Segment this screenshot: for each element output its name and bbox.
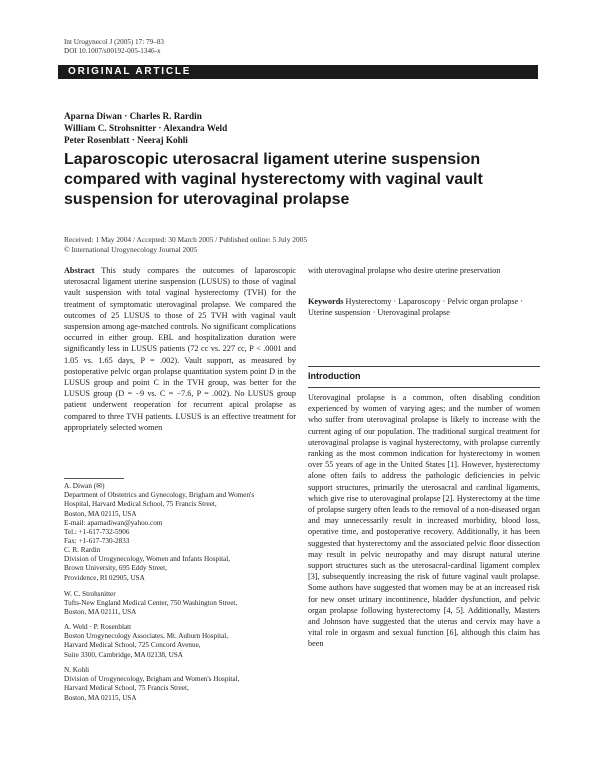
- author-list: [64, 110, 227, 146]
- affiliation: [64, 666, 296, 703]
- author-line: Peter Rosenblatt · Neeraj Kohli: [64, 135, 188, 145]
- affiliation: [64, 482, 296, 546]
- affiliation: [64, 546, 296, 583]
- affiliation-line: Providence, RI 02905, USA: [64, 573, 145, 582]
- affiliation-line: Harvard Medical School, 75 Francis Street,: [64, 684, 189, 693]
- affiliation: [64, 623, 296, 660]
- affiliation-name: A. Diwan (✉): [64, 482, 105, 490]
- affiliation-line: Suite 3300, Cambridge, MA 02138, USA: [64, 650, 183, 659]
- received-line: Received: 1 May 2004 / Accepted: 30 March 2005 / Published online: 5 July 2005: [64, 235, 308, 244]
- journal-citation: Int Urogynecol J (2005) 17: 79–83: [64, 38, 165, 46]
- affiliation-name: A. Weld · P. Rosenblatt: [64, 623, 132, 631]
- author-line: William C. Strohsnitter · Alexandra Weld: [64, 123, 228, 133]
- section-banner-label: ORIGINAL ARTICLE: [68, 66, 192, 77]
- doi: DOI 10.1007/s00192-005-1346-x: [64, 47, 161, 55]
- affiliation-line: Boston, MA 02115, USA: [64, 509, 137, 518]
- abstract-continuation: with uterovaginal prolapse who desire uterine preservation: [308, 266, 501, 275]
- abstract-label: Abstract: [64, 266, 95, 275]
- introduction-text: Uterovaginal prolapse is a common, often disabling condition experienced by women of varying ages; and the number of women who suffer from uterovaginal prolapse is likely to increase with the current aging of our population. The traditional surgical treatment for uterovaginal prolapse is vaginal hysterectomy, with prolapse currently ranking as the most common indication for hysterectomy in women over 55 years of age in the United States [1]. However, hysterectomy alone often fails to address the pathologic deficiencies in pelvic support structures, primarily the uterosacral and cardinal ligaments, which give rise to uterovaginal prolapse [2]. Hysterectomy at the time of prolapse surgery often leads to the removal of a non-diseased organ and may unnecessarily result in increased morbidity, blood loss, operative time, and postoperative recovery. Additionally, it has been suggested that hysterectomy and the associated pelvic floor dissection may result in pelvic neuropathy and may disrupt natural uterine support structures such as the uterosacral-cardinal ligament complex [3], subsequently increasing the risk of future vaginal vault prolapse. Some authors have suggested that women may be at an increased risk for new onset urinary incontinence, bladder dysfunction, and pelvic organ prolapse following hysterectomy [4, 5]. Additionally, Masters and Johnson have suggested that the uterus and cervix may have a vital role in orgasm and sexual function [6], although this claim has been: [308, 393, 540, 649]
- affiliation-line: Brown University, 695 Eddy Street,: [64, 564, 167, 573]
- affiliation-line: Tufts-New England Medical Center, 750 Washington Street,: [64, 599, 238, 608]
- affiliation-fax: Fax: +1-617-730-2833: [64, 537, 130, 546]
- section-banner: [58, 65, 538, 79]
- affiliation: [64, 590, 296, 618]
- affiliation-name: W. C. Strohsnitter: [64, 590, 116, 598]
- abstract: [64, 265, 296, 433]
- affiliation-line: Boston Urogynecology Associates, Mt. Auburn Hospital,: [64, 632, 229, 641]
- footnote-rule: [64, 478, 124, 479]
- affiliation-line: Harvard Medical School, 725 Concord Avenue,: [64, 641, 201, 650]
- copyright-line: © International Urogynecology Journal 2005: [64, 244, 198, 254]
- affiliation-line: Division of Urogynecology, Brigham and Women's Hospital,: [64, 675, 240, 684]
- introduction-heading-box: [308, 366, 540, 388]
- abstract-text: This study compares the outcomes of laparoscopic uterosacral ligament uterine suspension (LUSUS) to those of vaginal vault suspension with total vaginal hysterectomy (TVH) for the treatment of symptomatic uterovaginal prolapse. We compared the outcomes of 25 LUSUS to those of 25 TVH with vaginal vault suspension among age-matched controls. No significant complications occurred in either group. EBL and hospitalization duration were significantly less in LUSUS patients (72 cc vs. 227 cc, P < .0001 and 1.05 vs. 1.65 days, P = .002). Vault support, as measured by postoperative pelvic organ prolapse quantitation system point D in the LUSUS group and point C in the TVH group, was better for the LUSUS group (D = −9 vs. C = −7.6, P = .002). No LUSUS group patient underwent reoperation for recurrent apical prolapse as compared to three TVH patients. LUSUS is an effective treatment for appropriately selected women: [64, 266, 296, 432]
- affiliation-line: Boston, MA 02115, USA: [64, 693, 137, 702]
- affiliation-line: Hospital, Harvard Medical School, 75 Francis Street,: [64, 500, 217, 509]
- affiliation-line: Department of Obstetrics and Gynecology, Brigham and Women's: [64, 491, 255, 500]
- affiliation-tel: Tel.: +1-617-732-5906: [64, 528, 130, 537]
- keywords: [308, 296, 540, 318]
- keywords-label: Keywords: [308, 297, 344, 306]
- publication-dates: [64, 235, 307, 254]
- affiliation-line: Boston, MA 02111, USA: [64, 608, 137, 617]
- affiliation-name: C. R. Rardin: [64, 546, 101, 554]
- introduction-heading: Introduction: [308, 371, 361, 381]
- article-title: Laparoscopic uterosacral ligament uterine suspension compared with vaginal hysterectomy with vaginal vault suspension for uterovaginal prolapse: [64, 151, 483, 208]
- keywords-text: Hysterectomy · Laparoscopy · Pelvic organ prolapse · Uterine suspension · Uterovaginal prolapse: [308, 297, 523, 318]
- affiliation-name: N. Kohli: [64, 666, 90, 674]
- affiliation-email: E-mail: aparnadiwan@yahoo.com: [64, 518, 163, 527]
- affiliation-line: Division of Urogynecology, Women and Infants Hospital,: [64, 555, 231, 564]
- author-line: Aparna Diwan · Charles R. Rardin: [64, 111, 202, 121]
